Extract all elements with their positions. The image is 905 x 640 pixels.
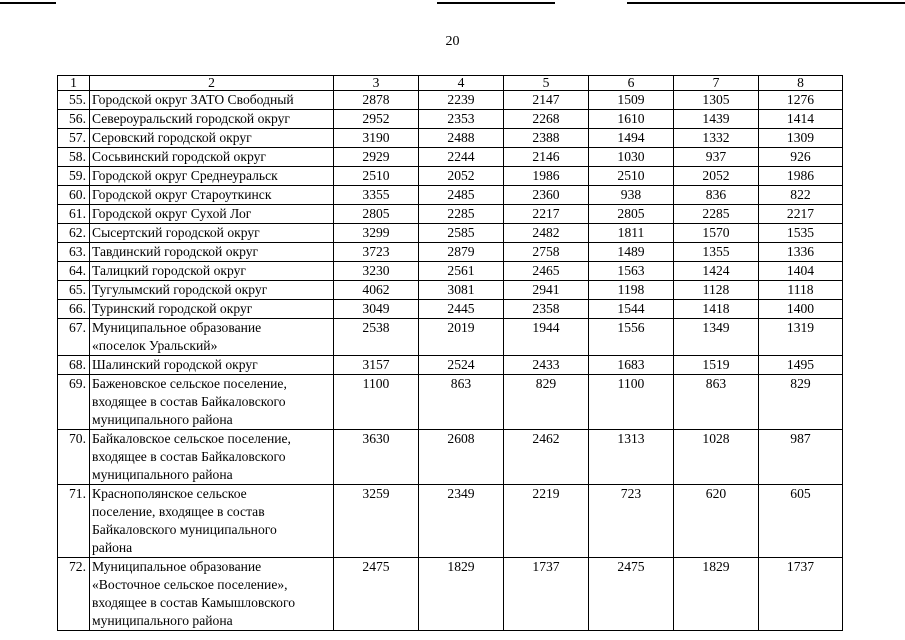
value-cell-col-4: 2239 bbox=[419, 91, 504, 110]
municipality-name-line: Байкаловское сельское поселение, bbox=[92, 431, 291, 446]
value-cell-col-4: 2285 bbox=[419, 205, 504, 224]
municipality-name-line: Городской округ ЗАТО Свободный bbox=[92, 92, 294, 107]
row-number: 55. bbox=[58, 91, 90, 110]
row-number: 72. bbox=[58, 558, 90, 631]
value-cell-col-6: 1313 bbox=[589, 430, 674, 485]
municipality-name-line: входящее в состав Байкаловского bbox=[92, 394, 286, 409]
value-cell-col-3: 3355 bbox=[334, 186, 419, 205]
value-cell-col-4: 2561 bbox=[419, 262, 504, 281]
value-cell-col-6: 1030 bbox=[589, 148, 674, 167]
value-cell-col-7: 836 bbox=[674, 186, 759, 205]
value-cell-col-4: 2879 bbox=[419, 243, 504, 262]
value-cell-col-5: 2465 bbox=[504, 262, 589, 281]
table-row bbox=[58, 558, 843, 631]
header-cell: 1 bbox=[58, 76, 90, 91]
table-row bbox=[58, 300, 843, 319]
value-cell-col-4: 2353 bbox=[419, 110, 504, 129]
table-row bbox=[58, 148, 843, 167]
value-cell-col-6: 2805 bbox=[589, 205, 674, 224]
page-number: 20 bbox=[445, 34, 460, 49]
value-cell-col-6: 1811 bbox=[589, 224, 674, 243]
row-number: 69. bbox=[58, 375, 90, 430]
value-cell-col-7: 1349 bbox=[674, 319, 759, 356]
value-cell-col-5: 2219 bbox=[504, 485, 589, 558]
value-cell-col-6: 1198 bbox=[589, 281, 674, 300]
municipality-name bbox=[90, 430, 334, 485]
value-cell-col-3: 2878 bbox=[334, 91, 419, 110]
value-cell-col-3: 3299 bbox=[334, 224, 419, 243]
municipality-name-line: Байкаловского муниципального bbox=[92, 522, 277, 537]
municipality-name-line: Туринский городской округ bbox=[92, 301, 253, 316]
value-cell-col-6: 1683 bbox=[589, 356, 674, 375]
value-cell-col-5: 2217 bbox=[504, 205, 589, 224]
value-cell-col-8: 987 bbox=[759, 430, 843, 485]
value-cell-col-3: 2952 bbox=[334, 110, 419, 129]
value-cell-col-4: 3081 bbox=[419, 281, 504, 300]
value-cell-col-3: 3230 bbox=[334, 262, 419, 281]
value-cell-col-4: 2244 bbox=[419, 148, 504, 167]
row-number: 57. bbox=[58, 129, 90, 148]
row-number: 62. bbox=[58, 224, 90, 243]
header-cell: 7 bbox=[674, 76, 759, 91]
value-cell-col-3: 3723 bbox=[334, 243, 419, 262]
value-cell-col-3: 3259 bbox=[334, 485, 419, 558]
value-cell-col-4: 2524 bbox=[419, 356, 504, 375]
value-cell-col-5: 1986 bbox=[504, 167, 589, 186]
value-cell-col-7: 1028 bbox=[674, 430, 759, 485]
top-rule-left bbox=[0, 2, 56, 4]
value-cell-col-5: 1944 bbox=[504, 319, 589, 356]
value-cell-col-3: 3157 bbox=[334, 356, 419, 375]
value-cell-col-7: 2285 bbox=[674, 205, 759, 224]
value-cell-col-3: 2929 bbox=[334, 148, 419, 167]
row-number: 64. bbox=[58, 262, 90, 281]
municipality-name-line: Сосьвинский городской округ bbox=[92, 149, 266, 164]
value-cell-col-3: 3190 bbox=[334, 129, 419, 148]
municipality-name-line: Тугулымский городской округ bbox=[92, 282, 268, 297]
value-cell-col-5: 2482 bbox=[504, 224, 589, 243]
header-cell: 6 bbox=[589, 76, 674, 91]
municipality-name bbox=[90, 91, 334, 110]
table-row bbox=[58, 356, 843, 375]
row-number: 68. bbox=[58, 356, 90, 375]
municipality-name-line: Североуральский городской округ bbox=[92, 111, 290, 126]
value-cell-col-6: 1610 bbox=[589, 110, 674, 129]
municipality-name-line: Шалинский городской округ bbox=[92, 357, 258, 372]
value-cell-col-4: 2349 bbox=[419, 485, 504, 558]
value-cell-col-6: 2475 bbox=[589, 558, 674, 631]
municipality-name bbox=[90, 186, 334, 205]
municipality-name-line: муниципального района bbox=[92, 467, 233, 482]
top-rule-middle bbox=[437, 2, 555, 4]
value-cell-col-6: 1563 bbox=[589, 262, 674, 281]
value-cell-col-6: 938 bbox=[589, 186, 674, 205]
value-cell-col-6: 2510 bbox=[589, 167, 674, 186]
value-cell-col-8: 605 bbox=[759, 485, 843, 558]
header-cell: 2 bbox=[90, 76, 334, 91]
value-cell-col-3: 2510 bbox=[334, 167, 419, 186]
value-cell-col-3: 2475 bbox=[334, 558, 419, 631]
value-cell-col-8: 829 bbox=[759, 375, 843, 430]
value-cell-col-6: 1509 bbox=[589, 91, 674, 110]
row-number: 61. bbox=[58, 205, 90, 224]
table-row bbox=[58, 129, 843, 148]
value-cell-col-4: 2585 bbox=[419, 224, 504, 243]
value-cell-col-7: 1332 bbox=[674, 129, 759, 148]
municipality-name-line: Сысертский городской округ bbox=[92, 225, 260, 240]
value-cell-col-4: 2608 bbox=[419, 430, 504, 485]
value-cell-col-5: 2462 bbox=[504, 430, 589, 485]
municipality-name bbox=[90, 300, 334, 319]
value-cell-col-5: 2147 bbox=[504, 91, 589, 110]
row-number: 59. bbox=[58, 167, 90, 186]
municipality-name-line: Талицкий городской округ bbox=[92, 263, 246, 278]
table-row bbox=[58, 430, 843, 485]
value-cell-col-8: 1118 bbox=[759, 281, 843, 300]
value-cell-col-7: 1418 bbox=[674, 300, 759, 319]
value-cell-col-8: 1535 bbox=[759, 224, 843, 243]
value-cell-col-7: 1570 bbox=[674, 224, 759, 243]
municipality-name bbox=[90, 319, 334, 356]
header-cell: 3 bbox=[334, 76, 419, 91]
municipality-name bbox=[90, 356, 334, 375]
table-row bbox=[58, 485, 843, 558]
value-cell-col-3: 2538 bbox=[334, 319, 419, 356]
row-number: 63. bbox=[58, 243, 90, 262]
value-cell-col-5: 2268 bbox=[504, 110, 589, 129]
municipality-name bbox=[90, 129, 334, 148]
value-cell-col-8: 822 bbox=[759, 186, 843, 205]
table-row bbox=[58, 281, 843, 300]
value-cell-col-8: 1276 bbox=[759, 91, 843, 110]
municipality-name-line: муниципального района bbox=[92, 412, 233, 427]
row-number: 58. bbox=[58, 148, 90, 167]
municipality-name bbox=[90, 262, 334, 281]
row-number: 66. bbox=[58, 300, 90, 319]
header-cell: 8 bbox=[759, 76, 843, 91]
value-cell-col-6: 723 bbox=[589, 485, 674, 558]
value-cell-col-7: 620 bbox=[674, 485, 759, 558]
municipality-name bbox=[90, 243, 334, 262]
value-cell-col-4: 2019 bbox=[419, 319, 504, 356]
value-cell-col-8: 1495 bbox=[759, 356, 843, 375]
municipality-name-line: муниципального района bbox=[92, 613, 233, 628]
municipality-name-line: поселение, входящее в состав bbox=[92, 504, 265, 519]
value-cell-col-6: 1489 bbox=[589, 243, 674, 262]
value-cell-col-7: 1829 bbox=[674, 558, 759, 631]
value-cell-col-7: 1128 bbox=[674, 281, 759, 300]
row-number: 67. bbox=[58, 319, 90, 356]
value-cell-col-3: 2805 bbox=[334, 205, 419, 224]
value-cell-col-4: 863 bbox=[419, 375, 504, 430]
table-row bbox=[58, 319, 843, 356]
value-cell-col-8: 1400 bbox=[759, 300, 843, 319]
value-cell-col-4: 2445 bbox=[419, 300, 504, 319]
municipality-name-line: Баженовское сельское поселение, bbox=[92, 376, 287, 391]
value-cell-col-6: 1556 bbox=[589, 319, 674, 356]
municipality-name bbox=[90, 281, 334, 300]
row-number: 65. bbox=[58, 281, 90, 300]
value-cell-col-6: 1100 bbox=[589, 375, 674, 430]
header-row bbox=[58, 76, 843, 91]
value-cell-col-7: 1519 bbox=[674, 356, 759, 375]
value-cell-col-5: 2360 bbox=[504, 186, 589, 205]
municipality-name bbox=[90, 375, 334, 430]
value-cell-col-5: 1737 bbox=[504, 558, 589, 631]
value-cell-col-5: 2146 bbox=[504, 148, 589, 167]
value-cell-col-8: 1336 bbox=[759, 243, 843, 262]
value-cell-col-7: 937 bbox=[674, 148, 759, 167]
value-cell-col-7: 863 bbox=[674, 375, 759, 430]
municipality-name-line: Тавдинский городской округ bbox=[92, 244, 259, 259]
data-table bbox=[57, 75, 843, 631]
value-cell-col-5: 2388 bbox=[504, 129, 589, 148]
value-cell-col-8: 926 bbox=[759, 148, 843, 167]
value-cell-col-8: 1309 bbox=[759, 129, 843, 148]
table-row bbox=[58, 186, 843, 205]
municipality-name bbox=[90, 148, 334, 167]
value-cell-col-5: 2433 bbox=[504, 356, 589, 375]
top-rule-right bbox=[627, 2, 905, 4]
table-row bbox=[58, 243, 843, 262]
row-number: 60. bbox=[58, 186, 90, 205]
municipality-name bbox=[90, 485, 334, 558]
value-cell-col-7: 2052 bbox=[674, 167, 759, 186]
value-cell-col-7: 1355 bbox=[674, 243, 759, 262]
header-cell: 5 bbox=[504, 76, 589, 91]
value-cell-col-8: 1319 bbox=[759, 319, 843, 356]
value-cell-col-5: 2758 bbox=[504, 243, 589, 262]
value-cell-col-3: 3630 bbox=[334, 430, 419, 485]
table-row bbox=[58, 110, 843, 129]
municipality-name-line: входящее в состав Камышловского bbox=[92, 595, 296, 610]
municipality-name-line: Городской округ Среднеуральск bbox=[92, 168, 278, 183]
value-cell-col-4: 2485 bbox=[419, 186, 504, 205]
municipality-name-line: Муниципальное образование bbox=[92, 320, 262, 335]
table-row bbox=[58, 224, 843, 243]
header-cell: 4 bbox=[419, 76, 504, 91]
value-cell-col-8: 1404 bbox=[759, 262, 843, 281]
table-body bbox=[58, 76, 843, 631]
row-number: 71. bbox=[58, 485, 90, 558]
municipality-name-line: Городской округ Сухой Лог bbox=[92, 206, 252, 221]
value-cell-col-8: 2217 bbox=[759, 205, 843, 224]
municipality-name bbox=[90, 205, 334, 224]
municipality-name-line: Серовский городской округ bbox=[92, 130, 252, 145]
value-cell-col-3: 3049 bbox=[334, 300, 419, 319]
value-cell-col-3: 4062 bbox=[334, 281, 419, 300]
value-cell-col-5: 829 bbox=[504, 375, 589, 430]
value-cell-col-7: 1305 bbox=[674, 91, 759, 110]
municipality-name-line: Городской округ Староуткинск bbox=[92, 187, 272, 202]
value-cell-col-4: 1829 bbox=[419, 558, 504, 631]
municipality-name bbox=[90, 110, 334, 129]
value-cell-col-4: 2052 bbox=[419, 167, 504, 186]
municipality-name bbox=[90, 167, 334, 186]
municipality-name-line: «поселок Уральский» bbox=[92, 338, 218, 353]
value-cell-col-6: 1494 bbox=[589, 129, 674, 148]
value-cell-col-7: 1439 bbox=[674, 110, 759, 129]
value-cell-col-3: 1100 bbox=[334, 375, 419, 430]
table-row bbox=[58, 205, 843, 224]
municipality-name-line: Краснополянское сельское bbox=[92, 486, 247, 501]
row-number: 70. bbox=[58, 430, 90, 485]
municipality-name-line: Муниципальное образование bbox=[92, 559, 262, 574]
municipality-name-line: района bbox=[92, 540, 133, 555]
value-cell-col-6: 1544 bbox=[589, 300, 674, 319]
value-cell-col-7: 1424 bbox=[674, 262, 759, 281]
table-row bbox=[58, 91, 843, 110]
municipality-name bbox=[90, 224, 334, 243]
value-cell-col-5: 2941 bbox=[504, 281, 589, 300]
value-cell-col-8: 1414 bbox=[759, 110, 843, 129]
municipality-name bbox=[90, 558, 334, 631]
table-row bbox=[58, 262, 843, 281]
municipality-name-line: «Восточное сельское поселение», bbox=[92, 577, 288, 592]
value-cell-col-5: 2358 bbox=[504, 300, 589, 319]
row-number: 56. bbox=[58, 110, 90, 129]
municipality-name-line: входящее в состав Байкаловского bbox=[92, 449, 286, 464]
table-row bbox=[58, 167, 843, 186]
table-row bbox=[58, 375, 843, 430]
value-cell-col-8: 1986 bbox=[759, 167, 843, 186]
value-cell-col-4: 2488 bbox=[419, 129, 504, 148]
value-cell-col-8: 1737 bbox=[759, 558, 843, 631]
